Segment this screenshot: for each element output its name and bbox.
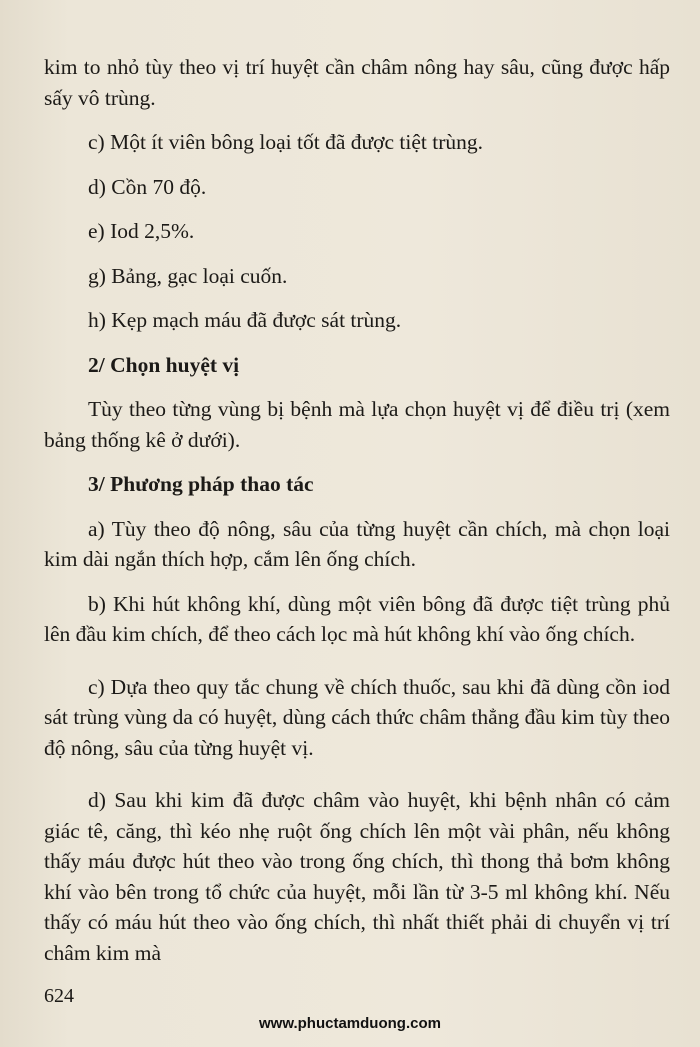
section-heading-3: 3/ Phương pháp thao tác <box>88 472 314 496</box>
step-a: a) Tùy theo độ nông, sâu của từng huyệt cần chích, mà chọn loại kim dài ngắn thích hợp, cắm lên ống chích. <box>44 516 670 571</box>
footer-url: www.phuctamduong.com <box>259 1015 441 1032</box>
list-item-h: h) Kẹp mạch máu đã được sát trùng. <box>88 308 402 332</box>
body-text <box>44 52 670 968</box>
step-d: d) Sau khi kim đã được châm vào huyệt, khi bệnh nhân có cảm giác tê, căng, thì kéo nhẹ ruột ống chích lên một vài phân, nếu không thấy máu được hút theo vào trong ống chích, thì thong thả bơm không khí vào bên trong tổ chức của huyệt, mỗi lần từ 3-5 ml không khí. Nếu thấy có máu hút theo vào ống chích, thì nhất thiết phải di chuyển vị trí châm kim mà <box>44 788 670 965</box>
section-heading-2: 2/ Chọn huyệt vị <box>88 352 240 377</box>
page-number: 624 <box>44 985 74 1007</box>
paragraph-continuation: kim to nhỏ tùy theo vị trí huyệt cần châm nông hay sâu, cũng được hấp sấy vô trùng. <box>44 55 670 110</box>
step-c: c) Dựa theo quy tắc chung về chích thuốc, sau khi đã dùng cồn iod sát trùng vùng da có huyệt, dùng cách thức châm thẳng đầu kim tùy theo độ nông, sâu của từng huyệt vị. <box>44 674 670 760</box>
list-item-e: e) Iod 2,5%. <box>88 219 195 243</box>
paragraph-select-points: Tùy theo từng vùng bị bệnh mà lựa chọn huyệt vị để điều trị (xem bảng thống kê ở dưới). <box>44 397 670 452</box>
list-item-c: c) Một ít viên bông loại tốt đã được tiệt trùng. <box>88 130 484 154</box>
list-item-d: d) Cồn 70 độ. <box>88 174 207 199</box>
list-item-g: g) Bảng, gạc loại cuốn. <box>88 263 288 288</box>
step-b: b) Khi hút không khí, dùng một viên bông đã được tiệt trùng phủ lên đầu kim chích, để theo cách lọc mà hút không khí vào ống chích. <box>44 591 670 646</box>
